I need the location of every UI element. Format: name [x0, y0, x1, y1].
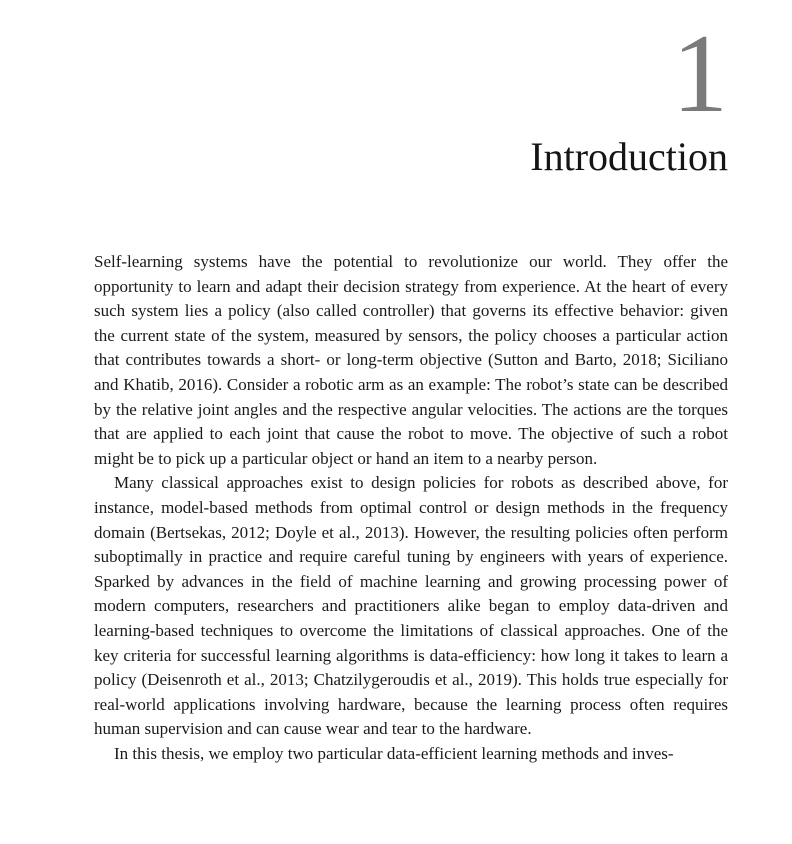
paragraph: In this thesis, we employ two particular data-efficient learning methods and inves- — [114, 743, 674, 763]
paragraph: Many classical approaches exist to design policies for robots as described above, for instance, model-based methods from optimal control or design methods in the frequency domain (Bertsekas, 2012; Doyle et al., 2013). However, the resulting policies often perform suboptimally in practice and require careful tuning by engineers with years of experience. Sparked by advances in the field of machine learning and growing processing power of modern computers, researchers and practitioners alike began to employ data-driven and learning-based techniques to overcome the limitations of classical approaches. One of the key criteria for successful learning algorithms is data-efficiency: how long it takes to learn a policy (Deisenroth et al., 2013; Chatzilygeroudis et al., 2019). This holds true especially for real-world applications involving hardware, because the learning process often requires human supervision and can cause wear and tear to the hardware. — [94, 473, 728, 739]
body-text — [94, 250, 728, 766]
paragraph: Self-learning systems have the potential to revolutionize our world. They offer the opportunity to learn and adapt their decision strategy from experience. At the heart of every such system lies a policy (also called controller) that governs its effective behavior: given the current state of the system, measured by sensors, the policy chooses a particular action that contributes towards a short- or long-term objective (Sutton and Barto, 2018; Siciliano and Khatib, 2016). Consider a robotic arm as an example: The robot’s state can be described by the relative joint angles and the respective angular velocities. The actions are the torques that are applied to each joint that cause the robot to move. The objective of such a robot might be to pick up a particular object or hand an item to a nearby person. — [94, 252, 728, 468]
chapter-title: Introduction — [530, 134, 728, 179]
chapter-number: 1 — [672, 12, 728, 136]
